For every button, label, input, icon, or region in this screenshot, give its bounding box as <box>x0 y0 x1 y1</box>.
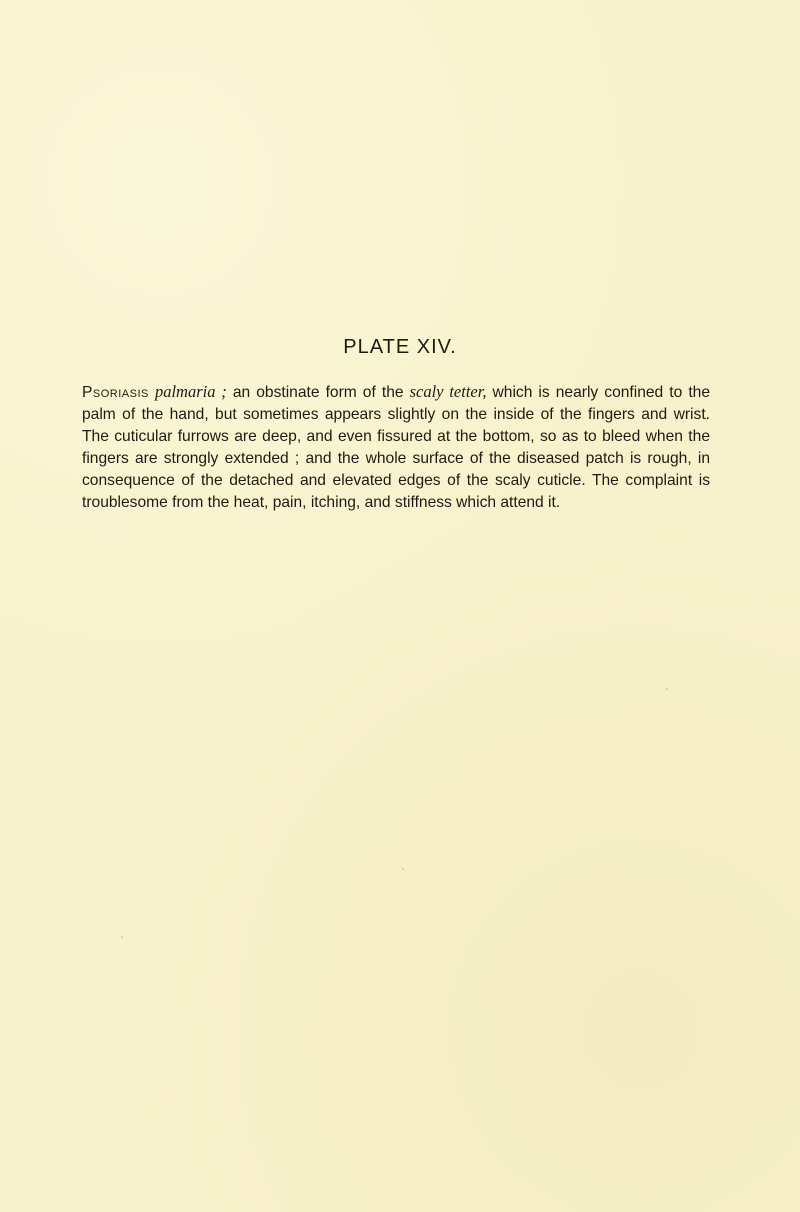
plate-description <box>82 381 710 514</box>
paper-speck <box>666 688 668 690</box>
term-scaly-tetter: scaly tetter, <box>409 382 487 401</box>
term-psoriasis: Psoriasis <box>82 384 149 401</box>
paper-speck <box>121 936 123 938</box>
plate-title: PLATE XIV. <box>343 336 457 358</box>
paper-speck <box>402 868 404 870</box>
description-text: which is nearly confined to the palm of the hand, but sometimes appears slightly on the inside of the fingers and wrist. The cuticular furrows are deep, and even fissured at the bottom, so as to bleed when the fingers are strongly extended ; and the whole surface of the diseased patch is rough, in consequence of the detached and elevated edges of the scaly cuticle. The complaint is troublesome from the heat, pain, itching, and stiffness which attend it. <box>82 384 711 511</box>
term-palmaria: palmaria ; <box>154 382 227 401</box>
description-text: an obstinate form of the <box>226 384 410 401</box>
